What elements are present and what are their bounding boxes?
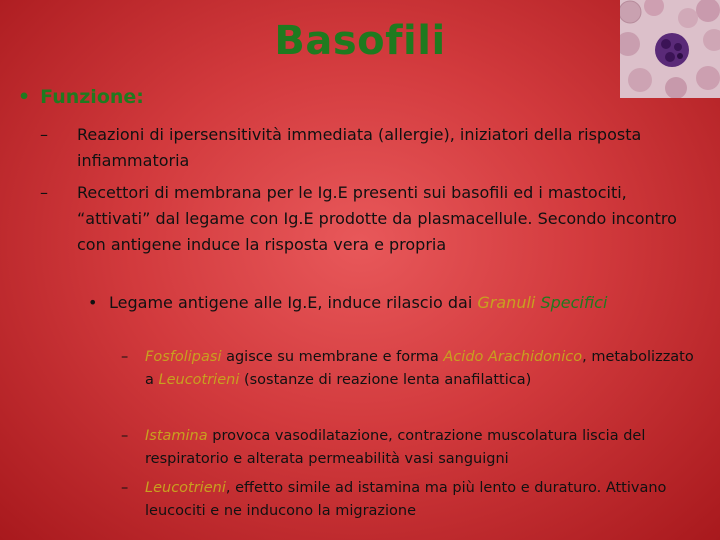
bullet-icon: • bbox=[88, 293, 98, 312]
section-heading bbox=[18, 86, 144, 108]
detail-item bbox=[121, 346, 701, 392]
sub-list-item bbox=[88, 290, 688, 316]
basophil-micrograph-image bbox=[620, 0, 720, 98]
dash-icon: – bbox=[121, 349, 129, 365]
heading-text: Funzione: bbox=[40, 86, 144, 108]
dash-icon: – bbox=[40, 183, 48, 202]
detail-item bbox=[121, 425, 701, 471]
dash-icon: – bbox=[121, 480, 129, 496]
bullet-text: Reazioni di ipersensitività immediata (allergie), iniziatori della risposta infiammatoria bbox=[77, 125, 642, 170]
list-item bbox=[40, 180, 700, 258]
dash-icon: – bbox=[40, 125, 48, 144]
dash-icon: – bbox=[121, 428, 129, 444]
slide-title: Basofili bbox=[274, 18, 446, 64]
highlight-term: Specifici bbox=[540, 293, 608, 312]
detail-text: Leucotrieni, effetto simile ad istamina ma più lento e duraturo. Attivano leucociti e ne inducono la migrazione bbox=[145, 480, 667, 519]
bullet-text: Recettori di membrana per le Ig.E presenti sui basofili ed i mastociti, “attivati” dal legame con Ig.E prodotte da plasmacellule. Secondo incontro con antigene induce la risposta vera e propria bbox=[77, 183, 677, 254]
highlight-term: Granuli bbox=[477, 293, 536, 312]
sub-bullet-text: Legame antigene alle Ig.E, induce rilascio dai Granuli Specifici bbox=[109, 293, 608, 312]
detail-text: Fosfolipasi agisce su membrane e forma Acido Arachidonico, metabolizzato a Leucotrieni (sostanze di reazione lenta anafilattica) bbox=[145, 349, 694, 388]
list-item bbox=[40, 122, 700, 174]
bullet-icon: • bbox=[18, 86, 31, 108]
detail-item bbox=[121, 477, 711, 523]
detail-text: Istamina provoca vasodilatazione, contrazione muscolatura liscia del respiratorio e alterata permeabilità vasi sanguigni bbox=[145, 428, 646, 467]
